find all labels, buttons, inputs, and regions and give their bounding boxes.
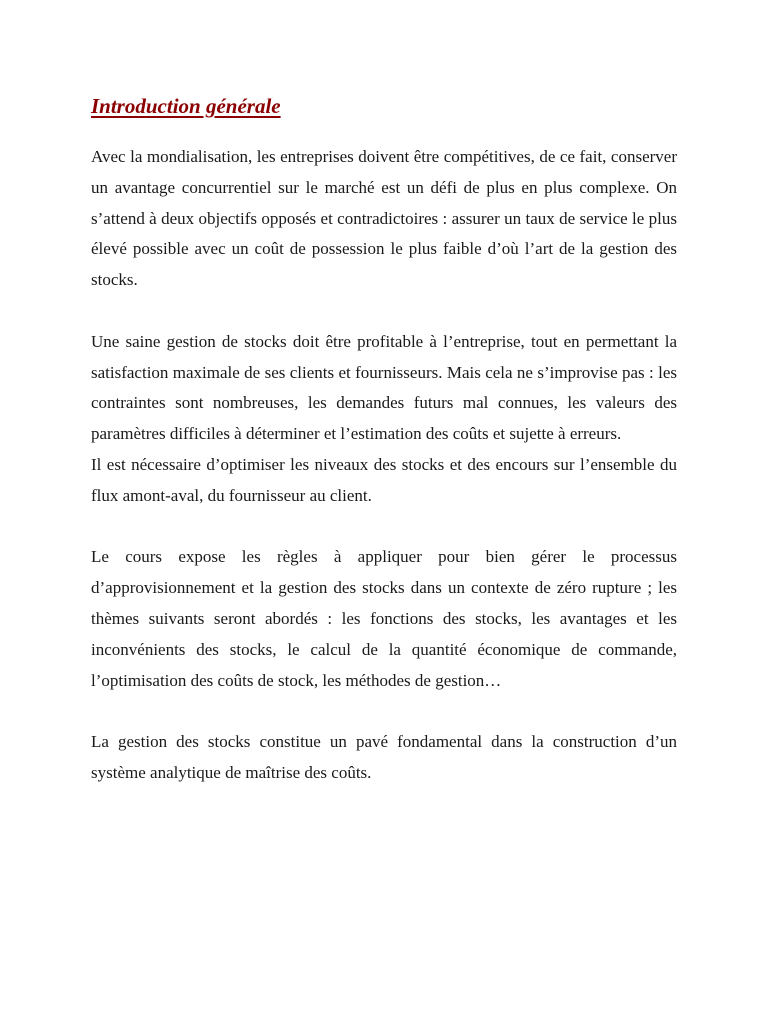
paragraph-saine-gestion: Une saine gestion de stocks doit être profitable à l’entreprise, tout en permettant la satisfaction maximale de ses clients et fournisseurs. Mais cela ne s’improvise pas : les contraintes sont nombreuses, les demandes futurs mal connues, les valeurs des paramètres difficiles à déterminer et l’estimation des coûts et sujette à erreurs.: [91, 331, 677, 444]
paragraph-cours-expose: Le cours expose les règles à appliquer pour bien gérer le processus d’approvisionnement et la gestion des stocks dans un contexte de zéro rupture ; les thèmes suivants seront abordés : les fonctions des stocks, les avantages et les inconvénients des stocks, le calcul de la quantité économique de commande, l’optimisation des coûts de stock, les méthodes de gestion…: [91, 547, 677, 690]
paragraph-optimiser-niveaux: Il est nécessaire d’optimiser les niveaux des stocks et des encours sur l’ensemble du flux amont-aval, du fournisseur au client.: [91, 454, 677, 505]
document-body: [91, 142, 677, 789]
paragraph-pave-fondamental: La gestion des stocks constitue un pavé fondamental dans la construction d’un système analytique de maîtrise des coûts.: [91, 732, 677, 782]
paragraph-mondialisation: Avec la mondialisation, les entreprises doivent être compétitives, de ce fait, conserver un avantage concurrentiel sur le marché est un défi de plus en plus complexe. On s’attend à deux objectifs opposés et contradictoires : assurer un taux de service le plus élevé possible avec un coût de possession le plus faible d’où l’art de la gestion des stocks.: [91, 147, 677, 290]
section-title: Introduction générale: [91, 94, 281, 118]
